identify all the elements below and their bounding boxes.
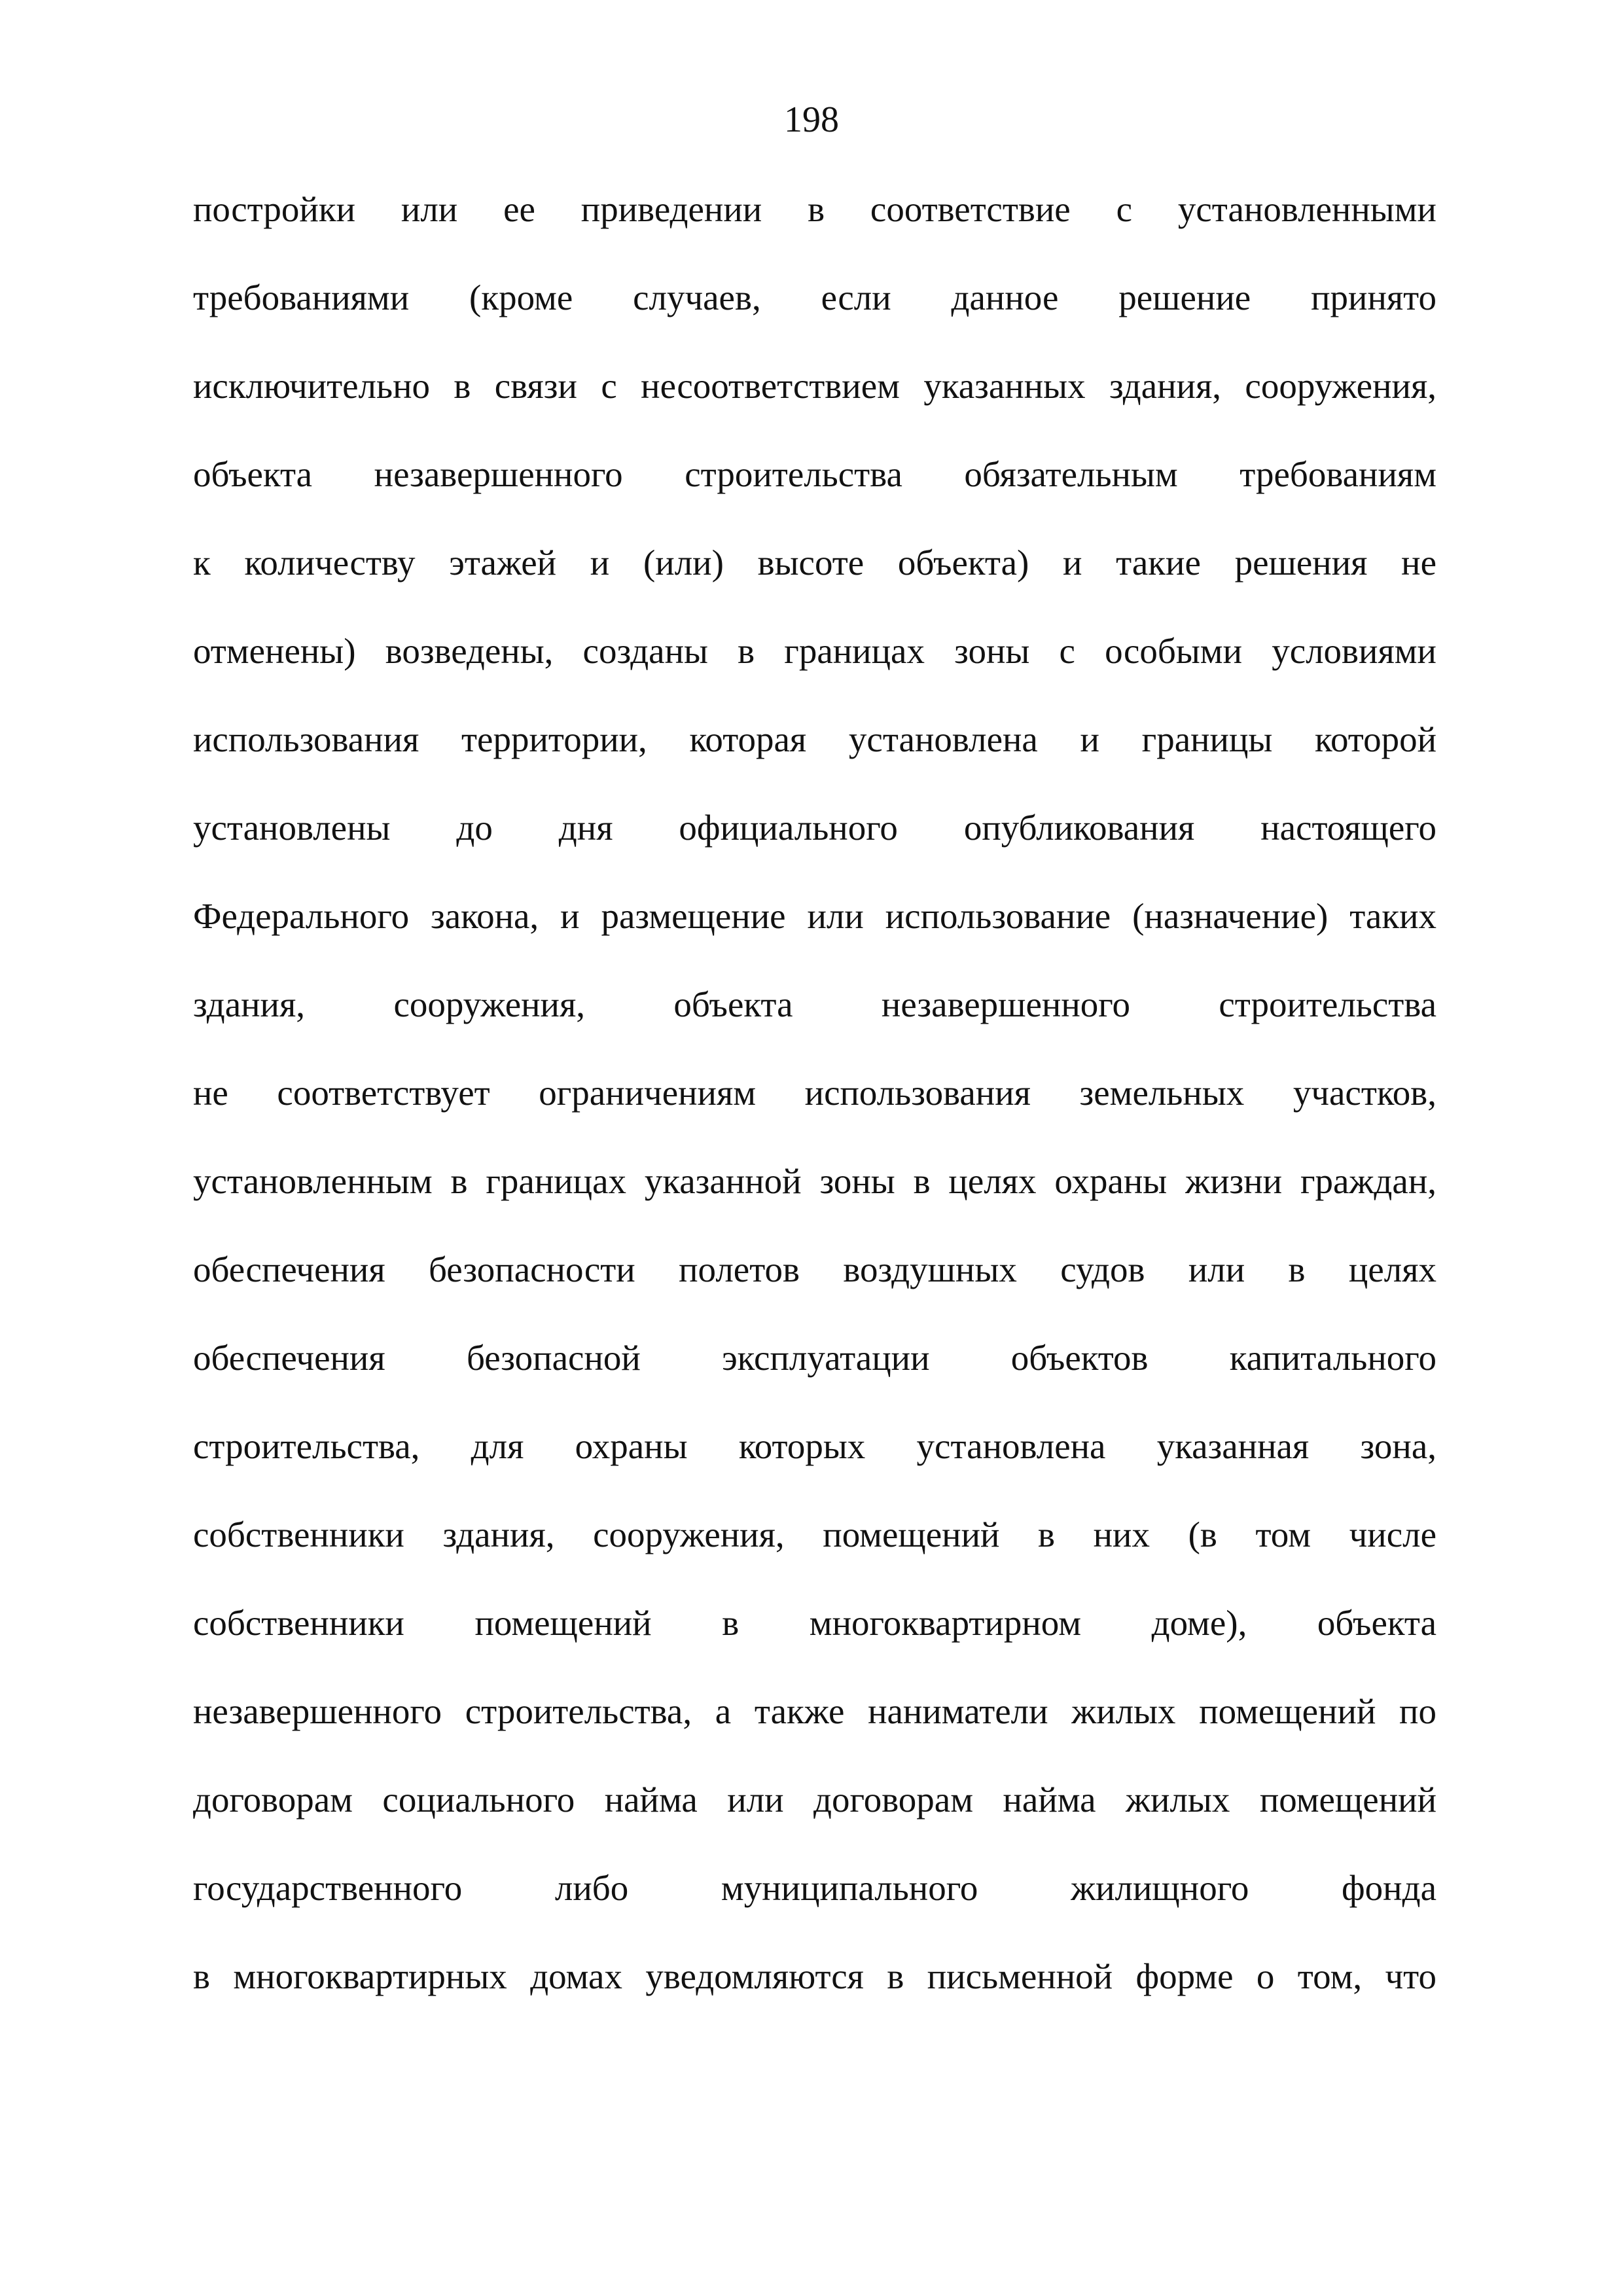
text-line: Федерального закона, и размещение или использование (назначение) таких — [193, 896, 1436, 936]
text-line: в многоквартирных домах уведомляются в письменной форме о том, что — [193, 1956, 1436, 1996]
text-line: незавершенного строительства, а также наниматели жилых помещений по — [193, 1691, 1436, 1731]
text-line: договорам социального найма или договорам найма жилых помещений — [193, 1780, 1436, 1820]
text-line: объекта незавершенного строительства обязательным требованиям — [193, 454, 1436, 494]
text-line: собственники помещений в многоквартирном доме), объекта — [193, 1603, 1436, 1643]
body-text — [193, 187, 1436, 2042]
text-line: постройки или ее приведении в соответствие с установленными — [193, 189, 1436, 229]
text-line: строительства, для охраны которых установлена указанная зона, — [193, 1426, 1436, 1466]
text-line: установлены до дня официального опубликования настоящего — [193, 808, 1436, 848]
text-line: государственного либо муниципального жилищного фонда — [193, 1868, 1436, 1908]
text-line: установленным в границах указанной зоны в целях охраны жизни граждан, — [193, 1161, 1436, 1201]
page-number: 198 — [784, 99, 839, 140]
text-line: отменены) возведены, созданы в границах зоны с особыми условиями — [193, 631, 1436, 671]
text-line: здания, сооружения, объекта незавершенного строительства — [193, 984, 1436, 1024]
text-line: не соответствует ограничениям использования земельных участков, — [193, 1073, 1436, 1113]
text-line: использования территории, которая установлена и границы которой — [193, 719, 1436, 759]
text-line: к количеству этажей и (или) высоте объекта) и такие решения не — [193, 543, 1436, 583]
text-line: собственники здания, сооружения, помещений в них (в том числе — [193, 1515, 1436, 1554]
text-line: исключительно в связи с несоответствием указанных здания, сооружения, — [193, 366, 1436, 406]
text-line: обеспечения безопасной эксплуатации объектов капитального — [193, 1338, 1436, 1378]
text-line: требованиями (кроме случаев, если данное решение принято — [193, 278, 1436, 317]
text-line: обеспечения безопасности полетов воздушных судов или в целях — [193, 1249, 1436, 1289]
